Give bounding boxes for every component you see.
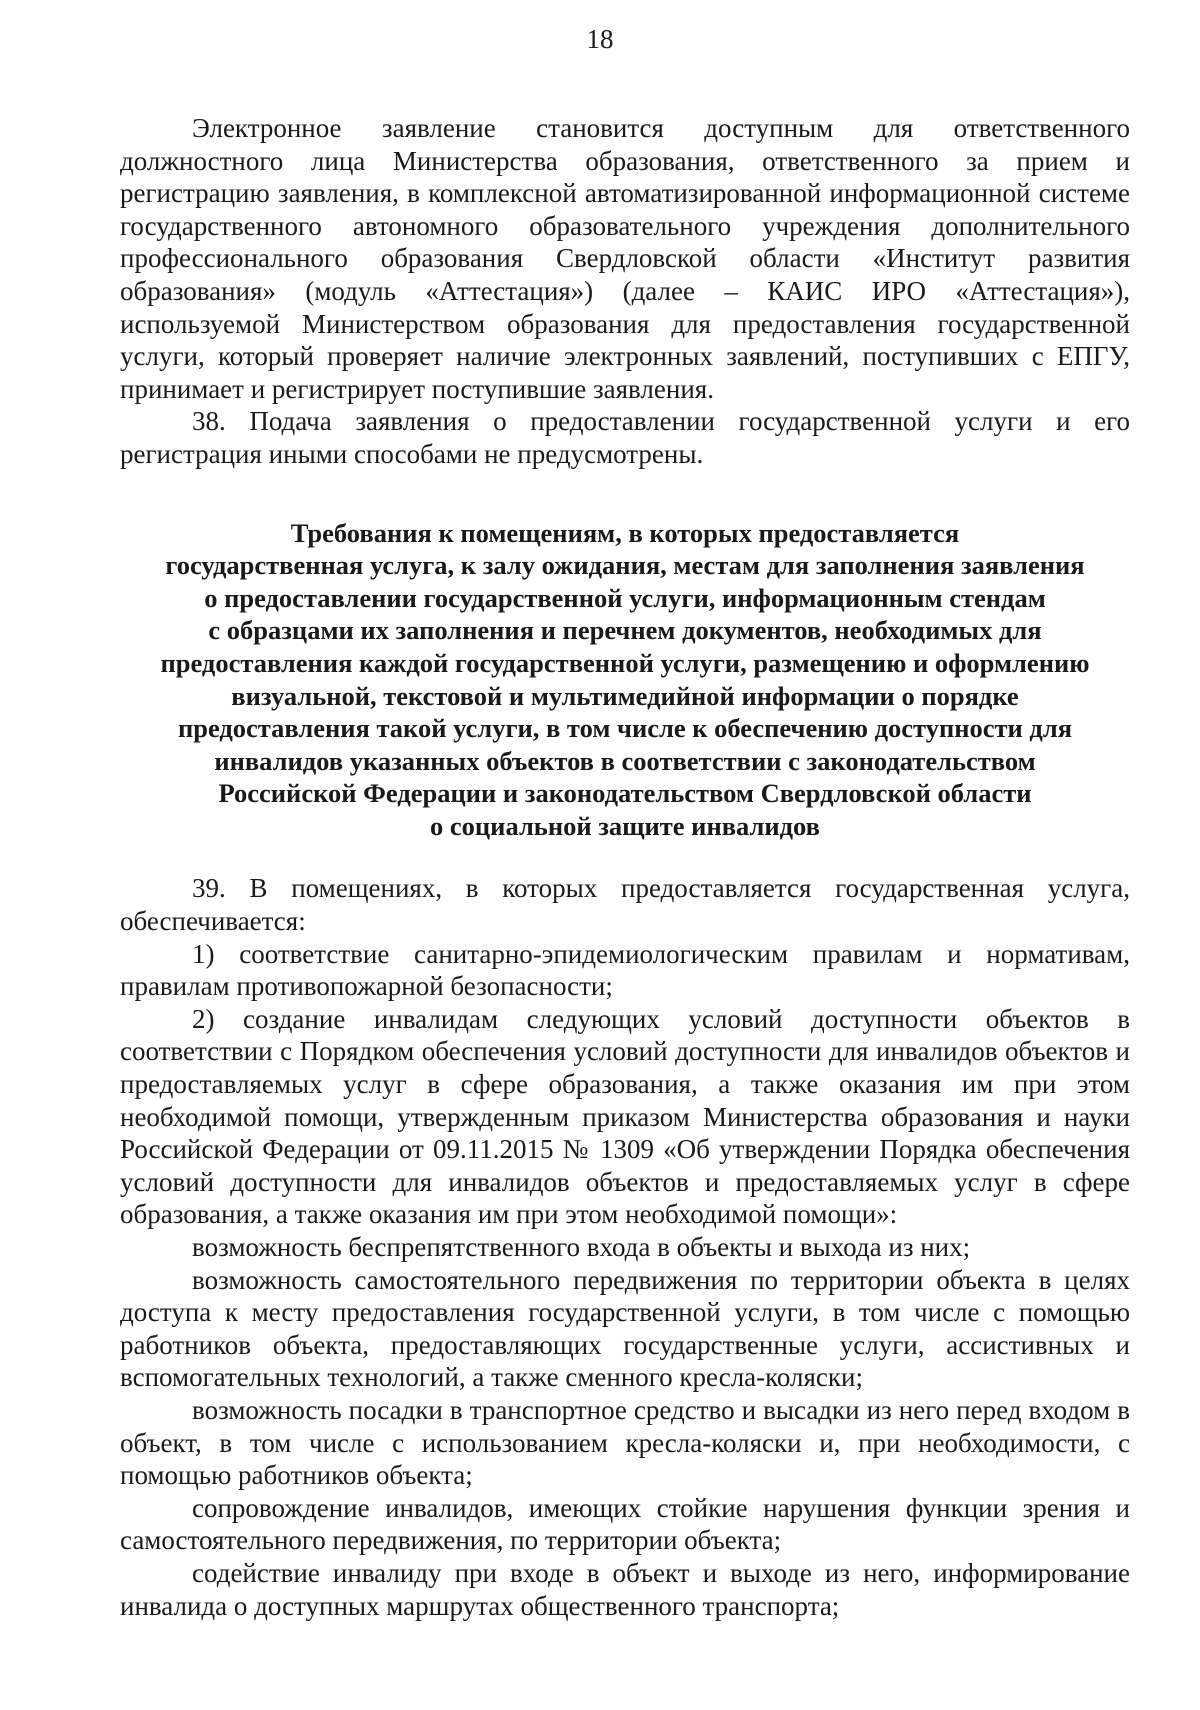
sub-item-transport: возможность посадки в транспортное средство и высадки из него перед входом в объект, в том числе с использованием кресла-коляски и, при необходимости, с помощью работников объекта; [120, 1394, 1130, 1491]
paragraph-38: 38. Подача заявления о предоставлении государственной услуги и его регистрация иными способами не предусмотрены. [120, 406, 1130, 469]
paragraph-electronic-application: Электронное заявление становится доступным для ответственного должностного лица Министерства образования, ответственного за прием и регистрацию заявления, в комплексной автоматизированной информационной системе государственного автономного образовательного учреждения дополнительного профессионального образования Свердловской области «Институт развития образования» (модуль «Аттестация») (далее – КАИС ИРО «Аттестация»), используемой Министерством образования для предоставления государственной услуги, который проверяет наличие электронных заявлений, поступивших с ЕПГУ, принимает и регистрирует поступившие заявления. [120, 113, 1130, 404]
section-heading-line: Российской Федерации и законодательством Свердловской области [218, 778, 1032, 809]
section-heading-line: Требования к помещениям, в которых предоставляется [290, 517, 960, 548]
sub-item-movement: возможность самостоятельного передвижения по территории объекта в целях доступа к месту предоставления государственной услуги, в том числе с помощью работников объекта, предоставляющих государственные услуги, ассистивных и вспомогательных технологий, а также сменного кресла-коляски; [120, 1264, 1130, 1393]
section-heading-line: государственная услуга, к залу ожидания, местам для заполнения заявления [165, 550, 1085, 581]
sub-item-assistance: содействие инвалиду при входе в объект и выходе из него, информирование инвалида о доступных маршрутах общественного транспорта; [120, 1557, 1130, 1621]
section-heading-line: инвалидов указанных объектов в соответствии с законодательством [214, 745, 1036, 776]
sub-item-escort: сопровождение инвалидов, имеющих стойкие нарушения функции зрения и самостоятельного передвижения, по территории объекта; [120, 1492, 1130, 1556]
sub-item-entry-exit: возможность беспрепятственного входа в объекты и выхода из них; [192, 1232, 971, 1262]
section-heading [120, 517, 1130, 843]
page-number: 18 [586, 24, 614, 54]
list-item-1: 1) соответствие санитарно-эпидемиологическим правилам и нормативам, правилам противопожарной безопасности; [120, 938, 1130, 1002]
section-heading-line: визуальной, текстовой и мультимедийной информации о порядке [231, 680, 1019, 711]
section-heading-line: о социальной защите инвалидов [430, 810, 820, 841]
section-heading-line: предоставления каждой государственной услуги, размещению и оформлению [160, 647, 1090, 678]
section-heading-line: с образцами их заполнения и перечнем документов, необходимых для [208, 615, 1042, 646]
paragraph-39: 39. В помещениях, в которых предоставляется государственная услуга, обеспечивается: [120, 873, 1130, 937]
list-item-2: 2) создание инвалидам следующих условий доступности объектов в соответствии с Порядком обеспечения условий доступности для инвалидов объектов и предоставляемых услуг в сфере образования, а также оказания им при этом необходимой помощи, утвержденным приказом Министерства образования и науки Российской Федерации от 09.11.2015 № 1309 «Об утверждении Порядка обеспечения условий доступности для инвалидов объектов и предоставляемых услуг в сфере образования, а также оказания им при этом необходимой помощи»: [120, 1003, 1130, 1230]
document-body [120, 112, 1130, 1622]
section-heading-line: о предоставлении государственной услуги, информационным стендам [204, 582, 1046, 613]
section-heading-line: предоставления такой услуги, в том числе к обеспечению доступности для [177, 713, 1073, 744]
